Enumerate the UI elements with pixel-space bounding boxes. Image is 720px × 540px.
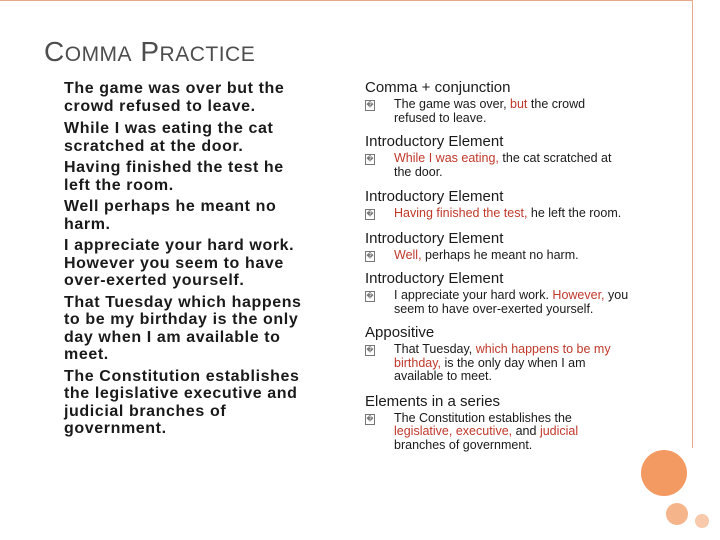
plain-phrase: you seem to have over-exerted yourself. xyxy=(394,288,629,316)
category-heading: Introductory Element xyxy=(365,270,504,287)
example-sentence xyxy=(365,152,630,179)
example-text xyxy=(394,412,630,453)
sentence-item xyxy=(34,80,304,115)
title-cap-2: P xyxy=(140,36,160,67)
decorative-circle-medium xyxy=(666,503,688,525)
decorative-circle-small xyxy=(695,514,709,528)
example-sentence xyxy=(365,207,630,221)
highlighted-phrase: which happens to be my birthday, xyxy=(394,342,611,370)
sub-bullet-icon: � xyxy=(366,211,374,218)
example-sentence xyxy=(365,289,630,316)
title-rest-2: RACTICE xyxy=(159,43,256,66)
sentence-list xyxy=(34,80,304,438)
category-heading: Comma + conjunction xyxy=(365,79,511,96)
sentence-text: Well perhaps he meant no harm. xyxy=(64,198,277,233)
category-heading: Introductory Element xyxy=(365,229,504,247)
category-item xyxy=(340,79,630,125)
sentence-text: The Constitution establishes the legislative executive and judicial branches of government. xyxy=(64,367,300,437)
plain-phrase: I appreciate your hard work. xyxy=(394,288,553,302)
highlighted-phrase: While I was eating, xyxy=(394,151,499,165)
sentence-item xyxy=(34,237,304,290)
sub-bullet-icon: � xyxy=(366,347,374,354)
sentence-item xyxy=(34,120,304,155)
plain-phrase: he left the room. xyxy=(527,206,622,220)
category-heading: Introductory Element xyxy=(365,188,504,205)
plain-phrase: The game was over, xyxy=(394,97,511,111)
plain-phrase: the cat scratched at the door. xyxy=(394,151,612,179)
frame-line-right xyxy=(692,0,693,448)
highlighted-phrase: Having finished the test, xyxy=(394,206,528,220)
sub-bullet-icon: � xyxy=(366,102,374,109)
category-item xyxy=(340,393,630,453)
example-sentence xyxy=(365,249,630,263)
highlighted-phrase: legislative, executive, xyxy=(394,424,513,438)
sentence-text: While I was eating the cat scratched at the door. xyxy=(64,120,274,155)
plain-phrase: The Constitution establishes the xyxy=(394,410,572,425)
highlighted-phrase: Well, xyxy=(394,247,422,262)
highlighted-phrase: but xyxy=(510,97,528,111)
sentence-text: The game was over but the crowd refused to leave. xyxy=(64,80,285,115)
plain-phrase: That Tuesday, xyxy=(394,342,476,356)
plain-phrase: branches of government. xyxy=(394,437,533,452)
sentence-text: I appreciate your hard work. However you seem to have over-exerted yourself. xyxy=(64,237,295,289)
title-rest-1: OMMA xyxy=(64,43,133,66)
sentence-item xyxy=(34,198,304,233)
example-sentence xyxy=(365,98,630,125)
sub-bullet-icon: � xyxy=(366,293,374,300)
example-text xyxy=(394,289,630,316)
sentence-text: Having finished the test he left the room. xyxy=(64,159,284,194)
sub-bullet-icon: � xyxy=(366,415,374,423)
sentence-item xyxy=(34,368,304,438)
example-text xyxy=(394,207,630,221)
plain-phrase: the crowd refused to leave. xyxy=(394,97,586,125)
highlighted-phrase: However, xyxy=(552,288,605,302)
title-cap-1: C xyxy=(44,36,65,67)
category-heading: Introductory Element xyxy=(365,133,504,150)
sub-bullet-icon: � xyxy=(366,252,374,260)
example-sentence xyxy=(365,343,630,384)
decorative-circle-large xyxy=(641,450,687,496)
sentence-item xyxy=(34,159,304,194)
example-sentence xyxy=(365,412,630,453)
category-item xyxy=(340,270,630,316)
example-text xyxy=(394,98,630,125)
plain-phrase: and xyxy=(512,424,540,438)
slide-title xyxy=(44,36,255,68)
category-heading: Elements in a series xyxy=(365,392,501,410)
plain-phrase: is the only day when I am available to meet. xyxy=(394,355,586,383)
plain-phrase: perhaps he meant no harm. xyxy=(421,247,579,262)
highlighted-phrase: judicial xyxy=(539,424,579,438)
example-text xyxy=(394,249,630,263)
category-item xyxy=(340,230,630,263)
category-item xyxy=(340,188,630,221)
sub-bullet-icon: � xyxy=(366,156,374,163)
category-heading: Appositive xyxy=(365,324,435,341)
sentence-item xyxy=(34,294,304,364)
example-text xyxy=(394,343,630,384)
category-item xyxy=(340,133,630,179)
sentence-text: That Tuesday which happens to be my birthday is the only day when I am available to meet. xyxy=(64,293,302,363)
answer-list xyxy=(340,79,630,452)
frame-line-top xyxy=(0,0,692,1)
example-text xyxy=(394,152,630,179)
category-item xyxy=(340,324,630,384)
